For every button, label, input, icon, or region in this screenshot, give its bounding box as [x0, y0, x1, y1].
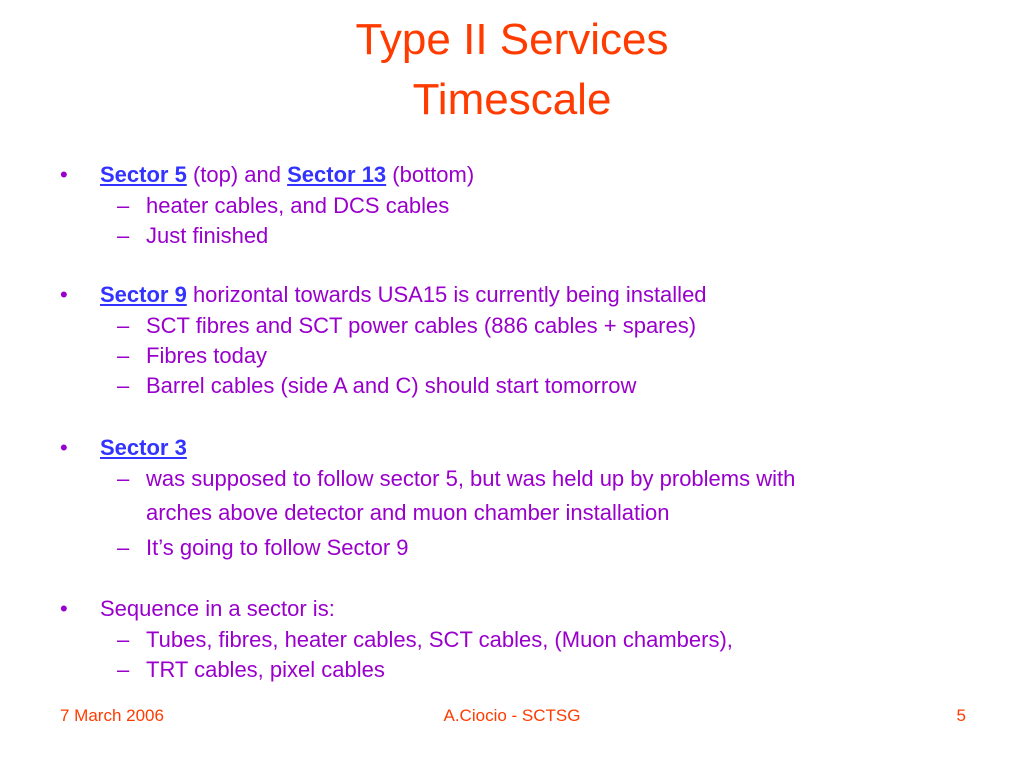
bullet-marker: •	[60, 162, 68, 187]
dash-marker: –	[117, 373, 130, 398]
bullet-4: Sequence in a sector is:	[100, 596, 335, 621]
dash-marker: –	[117, 535, 130, 560]
footer-author: A.Ciocio - SCTSG	[443, 706, 581, 725]
sub-item: Fibres today	[146, 343, 268, 368]
sector-9-link[interactable]: Sector 9	[100, 282, 187, 307]
dash-marker: –	[117, 223, 130, 248]
sub-item-continuation: arches above detector and muon chamber installation	[146, 500, 670, 525]
sub-item: It’s going to follow Sector 9	[146, 535, 409, 560]
bullet-2-text: horizontal towards USA15 is currently being installed	[186, 282, 707, 307]
dash-marker: –	[117, 313, 130, 338]
footer-date: 7 March 2006	[60, 706, 164, 725]
bullet-marker: •	[60, 435, 68, 460]
sub-item: Barrel cables (side A and C) should start tomorrow	[146, 373, 637, 398]
bullet-marker: •	[60, 596, 68, 621]
sub-item: TRT cables, pixel cables	[146, 657, 385, 682]
dash-marker: –	[117, 343, 130, 368]
dash-marker: –	[117, 466, 130, 491]
dash-marker: –	[117, 193, 130, 218]
sub-item: was supposed to follow sector 5, but was held up by problems with	[146, 466, 796, 491]
bullet-3	[100, 434, 187, 462]
sub-item: Tubes, fibres, heater cables, SCT cables, (Muon chambers),	[146, 627, 733, 652]
bullet-1-text-end: (bottom)	[386, 162, 475, 187]
bullet-1-text: (top) and	[186, 162, 288, 187]
title-line-1: Type II Services	[355, 15, 669, 64]
sector-5-link[interactable]: Sector 5	[100, 162, 187, 187]
sector-3-link[interactable]: Sector 3	[100, 435, 187, 460]
bullet-2	[100, 281, 707, 309]
title-line-2: Timescale	[412, 75, 612, 124]
page-number: 5	[956, 706, 966, 725]
bullet-1	[100, 161, 474, 189]
sub-item: SCT fibres and SCT power cables (886 cables + spares)	[146, 313, 697, 338]
sub-item: Just finished	[146, 223, 269, 248]
dash-marker: –	[117, 627, 130, 652]
sub-item: heater cables, and DCS cables	[146, 193, 450, 218]
bullet-marker: •	[60, 282, 68, 307]
dash-marker: –	[117, 657, 130, 682]
sector-13-link[interactable]: Sector 13	[287, 162, 387, 187]
